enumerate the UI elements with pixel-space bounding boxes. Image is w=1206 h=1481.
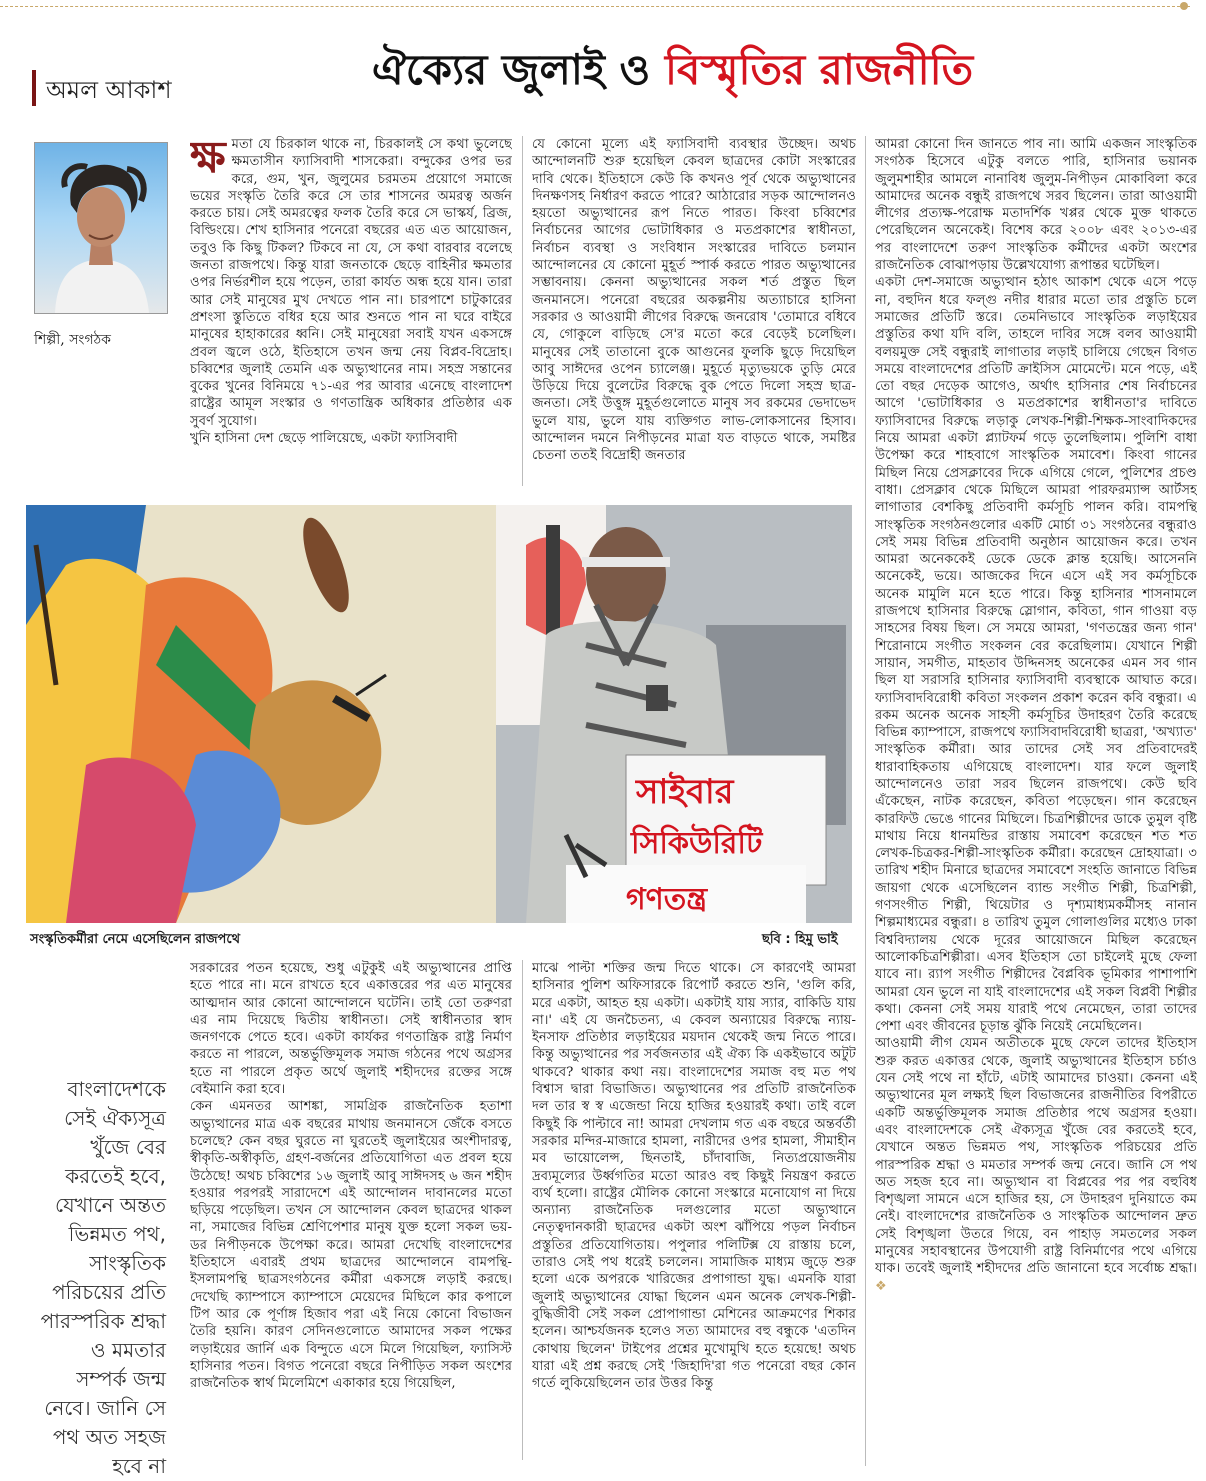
column-divider [522,960,523,1460]
author-role: শিল্পী, সংগঠক [34,332,111,348]
top-ornament-dot [1180,2,1188,10]
feature-photo-illustration [26,505,852,923]
pull-quote: বাংলাদেশকে সেই ঐক্যসূত্র খুঁজে বের করতেই হবে, যেখানে অন্তত ভিন্নমত পথ, সাংস্কৃতিক পরিচয়ের প্রতি পারস্পরিক শ্রদ্ধা ও মমতার সম্পর্ক জন্ম নেবে। জানি সে পথ অত সহজ হবে না [40,1077,166,1478]
column-divider [522,136,523,486]
photo-caption: সংস্কৃতিকর্মীরা নেমে এসেছিলেন রাজপথে [30,932,241,947]
paragraph: মাঝে পাল্টা শক্তির জন্ম দিতে থাকে। সে কারণেই আমরা হাসিনার পুলিশ অফিসারকে রিপোর্ট করতে শুনি, 'গুলি করি, মরে একটা, আহত হয় একটা। একটাই যায় স্যার, বাকিডি যায় না।' এই যে জনচৈতন্য, এ কেবল অন্যায়ের বিরুদ্ধে ন্যায়-ইনসাফ প্রতিষ্ঠার লড়াইয়ের ময়দান থেকেই জন্ম নিতে পারে। কিন্তু অভ্যুত্থানের পর সর্বজনতার এই ঐক্য কি একইভাবে অটুট থাকবে? থাকার কথা নয়। বাংলাদেশের সমাজ বহু মত পথ বিশ্বাস দ্বারা বিভাজিত। অভ্যুত্থানের পর প্রতিটি রাজনৈতিক দল তার স্ব স্ব এজেন্ডা নিয়ে হাজির হওয়ারই কথা। তাই বলে কিছুই কি পাল্টাবে না! আমরা দেখলাম গত এক বছরে অন্তর্বর্তী সরকার মন্দির-মাজারে হামলা, নারীদের ওপর হামলা, সীমাহীন মব ভায়োলেন্স, ছিনতাই, চাঁদাবাজি, নিত্যপ্রয়োজনীয় দ্রব্যমূল্যের উর্ধ্বগতির মতো আরও বহু কিছুই নিয়ন্ত্রণ করতে ব্যর্থ হলো। রাষ্ট্রের মৌলিক কোনো সংস্কারে মনোযোগ না দিয়ে অন্যান্য রাজনৈতিক দলগুলোর মতো অভ্যুত্থানে নেতৃত্বদানকারী ছাত্রদের একটা অংশ ঝাঁপিয়ে পড়ল নির্বাচন প্রস্তুতির প্রতিযোগিতায়। পপুলার পলিটিক্স যে রাস্তায় চলে, তারাও সেই পথ ধরেই চললেন। সামাজিক মাধ্যম জুড়ে শুরু হলো একে অপরকে খারিজের প্রপাগান্ডা যুদ্ধ। এমনকি যারা জুলাই অভ্যুত্থানের যোদ্ধা ছিলেন এমন অনেক লেখক-শিল্পী-বুদ্ধিজীবী সেই সকল প্রোপাগান্ডা মেশিনের আক্রমণের শিকার হলেন। আশ্চর্যজনক হলেও সত্য আমাদের বহু বন্ধুকে 'এতদিন কোথায় ছিলেন' টাইপের প্রশ্নের মুখোমুখি হতে হয়েছে! অথচ যারা এই প্রশ্ন করছে সেই 'জিহাদি'রা গত পনেরো বছর কোন গর্তে লুকিয়েছিলেন তার উত্তর কিন্তু [532,961,856,1392]
protest-sign-text-2: সিকিউরিটি [631,826,763,861]
protest-sign-text-1: সাইবার [636,772,734,812]
drop-cap: ক্ষ [190,136,226,183]
headline [372,36,1192,104]
author-photo [34,142,168,314]
column-divider [865,136,866,1466]
photo-credit: ছবি : হিমু ভাই [762,932,838,947]
headline-part-2: বিস্মৃতির রাজনীতি [664,45,974,94]
paragraph [875,1035,1197,1294]
paragraph: খুনি হাসিনা দেশ ছেড়ে পালিয়েছে, একটা ফ্যাসিবাদী [190,431,458,447]
byline-accent-bar [32,70,36,106]
protest-sign-text-3: গণতন্ত্র [626,882,708,917]
byline: অমল আকাশ [46,76,172,104]
end-mark-icon: ❖ [875,1278,887,1294]
headline-part-1: ঐক্যের জুলাই ও [372,45,651,94]
top-dashed-rule [0,6,1190,7]
article-column-1 [190,136,512,486]
paragraph: কেন এমনতর আশঙ্কা, সামগ্রিক রাজনৈতিক হতাশা অভ্যুত্থানের মাত্র এক বছরের মাথায় জনমানসে জেঁকে বসতে চলেছে? কেন বছর ঘুরতে না ঘুরতেই জুলাইয়ের অংশীদারত্ব, স্বীকৃতি-অস্বীকৃতি, গ্রহণ-বর্জনের প্রতিযোগিতা এত প্রবল হয়ে উঠেছে! অথচ চব্বিশের ১৬ জুলাই আবু সাঈদসহ ৬ জন শহীদ হওয়ার পরপরই সারাদেশে এই আন্দোলন দাবানলের মতো ছড়িয়ে পড়েছিল। তখন সে আন্দোলন কেবল ছাত্রদের থাকল না, সমাজের বিভিন্ন শ্রেণিপেশার মানুষ যুক্ত হলো সকল ভয়-ডর নিপীড়নকে উপেক্ষা করে। আমরা দেখেছি বাংলাদেশের ইতিহাসে এবারই প্রথম ছাত্রদের আন্দোলনে বামপন্থি-ইসলামপন্থি ছাত্রসংগঠনের কর্মীরা একসঙ্গে লড়াই করছে। দেখেছি ক্যাম্পাসে ক্যাম্পাসে মেয়েদের মিছিলে কার কপালে টিপ আর কে পূর্ণাঙ্গ হিজাব পরা এই নিয়ে কোনো বিভাজন তৈরি হয়নি। কারণ সেদিনগুলোতে আমাদের সকল পক্ষের লড়াইয়ের জার্নি এক বিন্দুতে এসে মিলে গিয়েছিল, ফ্যাসিস্ট হাসিনার পতন। বিগত পনেরো বছরে নিপীড়িত সকল অংশের রাজনৈতিক স্বার্থ মিলেমিশে একাকার হয়ে গিয়েছিল, [190,1099,512,1392]
article-column-5 [532,960,856,1460]
paragraph: মতা যে চিরকাল থাকে না, চিরকালই সে কথা ভুলেছে ক্ষমতাসীন ফ্যাসিবাদী শাসকেরা। বন্দুকের ওপর ভর করে, গুম, খুন, জুলুমের চরমতম প্রয়োগে সমাজে ভয়ের সংস্কৃতি তৈরি করে সে তার শাসনের অমরত্ব অর্জন করতে চায়। সেই অমরত্বের ফলক তৈরি করে সে ভাস্কর্য, ব্রিজ, বিল্ডিংয়ে। শেখ হাসিনার পনেরো বছরের এত এত আয়োজন, তবুও কি কিছু টিকল? টিকবে না যে, সে কথা বারবার বলেছে জনতা রাজপথে। কিন্তু যারা জনতাকে ছেড়ে বাহিনীর ক্ষমতার ওপর নির্ভরশীল হয়ে পড়েন, তারা কার্যত অন্ধ হয়ে যান। তারা আর সেই মানুষের মুখ দেখতে পান না। চারপাশে চাটুকারের প্রশংসা স্তুতিতে বধির হয়ে আর শুনতে পান না ঘরে বাইরে মানুষের হাহাকারের ধ্বনি। সেই মানুষেরা সবাই যখন একসঙ্গে প্রবল জ্বলে ওঠে, ইতিহাসে তখন জন্ম নেয় বিপ্লব-বিদ্রোহ। চব্বিশের জুলাই তেমনি এক অভ্যুত্থানের নাম। সহস্র সন্তানের বুকের খুনের বিনিময়ে ৭১-এর পর আবার এনেছে বাংলাদেশ রাষ্ট্রের আমূল সংস্কার ও গণতান্ত্রিক অধিকার প্রতিষ্ঠার এক সুবর্ণ সুযোগ। [190,137,512,429]
feature-photo [26,505,852,923]
paragraph-text: আওয়ামী লীগ যেমন অতীতকে মুছে ফেলে তাদের ইতিহাস শুরু করত একাত্তর থেকে, জুলাই অভ্যুত্থানের ইতিহাস চর্চাও যেন সেই পথে না হাঁটে, এটাই আমাদের চাওয়া। কেননা এই অভ্যুত্থানের মূল লক্ষ্যই ছিল বিভাজনের রাজনীতির বিপরীতে একটি অন্তর্ভুক্তিমূলক সমাজ প্রতিষ্ঠার পথে অগ্রসর হওয়া। এবং বাংলাদেশকে সেই ঐক্যসূত্র খুঁজে বের করতেই হবে, যেখানে অন্তত ভিন্নমত পথ, সাংস্কৃতিক পরিচয়ের প্রতি পারস্পরিক শ্রদ্ধা ও মমতার সম্পর্ক জন্ম নেবে। জানি সে পথ অত সহজ হবে না। অভ্যুত্থান বা বিপ্লবের পর পর বহুবিধ বিশৃঙ্খলা সামনে এসে হাজির হয়, সে উদাহরণ দুনিয়াতে কম নেই। বাংলাদেশের রাজনৈতিক ও সাংস্কৃতিক আন্দোলন দ্রুত সেই বিশৃঙ্খলা উতরে গিয়ে, বন পাহাড় সমতলের সকল মানুষের সহাবস্থানের উপযোগী রাষ্ট্র বিনির্মাণের পথে এগিয়ে যাক। তবেই জুলাই শহীদদের প্রতি জানানো হবে সর্বোচ্চ শ্রদ্ধা। [875,1036,1197,1277]
article-column-2 [532,136,856,486]
article-column-4 [190,960,512,1460]
author-portrait-illustration [35,143,167,313]
paragraph: সরকারের পতন হয়েছে, শুধু এটুকুই এই অভ্যুত্থানের প্রাপ্তি হতে পারে না। মনে রাখতে হবে একাত্তরের পর এত মানুষের আত্মদান আর কোনো আন্দোলনে ঘটেনি। তাই তো তরুণরা এর নাম দিয়েছে দ্বিতীয় স্বাধীনতা। সেই স্বাধীনতার স্বাদ জনগণকে পেতে হবে। একটা কার্যকর গণতান্ত্রিক রাষ্ট্র নির্মাণ করতে না পারলে, অন্তর্ভুক্তিমূলক সমাজ গঠনের পথে অগ্রসর হতে না পারলে প্রকৃত অর্থে জুলাই শহীদদের রক্তের সঙ্গে বেইমানি করা হবে। [190,961,512,1098]
article-column-3 [875,136,1197,1466]
paragraph: যে কোনো মূল্যে এই ফ্যাসিবাদী ব্যবস্থার উচ্ছেদ। অথচ আন্দোলনটি শুরু হয়েছিল কেবল ছাত্রদের কোটা সংস্কারের দাবি থেকে। ইতিহাসে কেউ কি কখনও পূর্ব থেকে অভ্যুত্থানের দিনক্ষণসহ নির্ধারণ করতে পারে? আঠারোর সড়ক আন্দোলনও হয়তো অভ্যুত্থানের রূপ নিতে পারত। কিংবা চব্বিশের নির্বাচনের আগের ভোটাধিকার ও মতপ্রকাশের স্বাধীনতা, নির্বাচন ব্যবস্থা ও সংবিধান সংস্কারের দাবিতে চলমান আন্দোলনের যে কোনো মুহূর্ত স্পার্ক করতে পারত অভ্যুত্থানের সম্ভাবনায়। কেননা অভ্যুত্থানের সকল শর্ত প্রস্তুত ছিল জনমানসে। পনেরো বছরের অকল্পনীয় অত্যাচারে হাসিনা সরকার ও আওয়ামী লীগের বিরুদ্ধে জনরোষ 'তোমারে বধিবে যে, গোকুলে বাড়িছে সে'র মতো করে বেড়েই চলেছিল। মানুষের সেই তাতানো বুকে আগুনের ফুলকি ছুড়ে দিয়েছিল আবু সাঈদের ওপেন চ্যালেঞ্জ। মুহূর্তে মৃত্যুভয়কে তুড়ি মেরে উড়িয়ে দিয়ে বুলেটের বিরুদ্ধে বুক পেতে দিলো সহস্র ছাত্র-জনতা। সেই উত্তুঙ্গ মুহূর্তগুলোতে মানুষ সব রকমের ভেদাভেদ ভুলে যায়, ভুলে যায় ব্যক্তিগত লাভ-লোকসানের হিসাব। আন্দোলন দমনে নিপীড়নের মাত্রা যত বাড়তে থাকে, সমষ্টির চেতনা ততই বিদ্রোহী জনতার [532,137,856,464]
paragraph: আমরা কোনো দিন জানতে পাব না। আমি একজন সাংস্কৃতিক সংগঠক হিসেবে এটুকু বলতে পারি, হাসিনার ভয়ানক জুলুমশাহীর আমলে নানাবিধ জুলুম-নিপীড়ন মোকাবিলা করে আমাদের অনেক বন্ধুই রাজপথে সরব ছিলেন। তারা আওয়ামী লীগের প্রত্যক্ষ-পরোক্ষ মতাদর্শিক খপ্পর থেকে মুক্ত থাকতে পেরেছিলেন অনেকেই। বিশেষ করে ২০০৮ এবং ২০১৩-এর পর বাংলাদেশে তরুণ সাংস্কৃতিক কর্মীদের একটা অংশের রাজনৈতিক বোঝাপড়ায় উল্লেখযোগ্য রূপান্তর ঘটেছিল। [875,137,1197,274]
paragraph: একটা দেশ-সমাজে অভ্যুত্থান হঠাৎ আকাশ থেকে এসে পড়ে না, বহুদিন ধরে ফল্গু নদীর ধারার মতো তার প্রস্তুতি চলে সমাজের প্রতিটি স্তরে। তেমনিভাবে সাংস্কৃতিক লড়াইয়ের প্রস্তুতির কথা যদি বলি, তাহলে দাবির সঙ্গে বলব আওয়ামী বলয়মুক্ত সেই বন্ধুরাই লাগাতার লড়াই চালিয়ে গেছেন বিগত সময়ে বাংলাদেশের প্রতিটি ক্রাইসিস মোমেন্টে। মনে পড়ে, এই তো বছর দেড়েক আগেও, অর্থাৎ হাসিনার শেষ নির্বাচনের আগে 'ভোটাধিকার ও মতপ্রকাশের স্বাধীনতা'র দাবিতে ফ্যাসিবাদের বিরুদ্ধে লড়াকু লেখক-শিল্পী-শিক্ষক-সাংবাদিকদের নিয়ে আমরা একটা প্ল্যাটফর্ম গড়ে তুলেছিলাম। পুলিশি বাধা উপেক্ষা করে শাহবাগে সাংস্কৃতিক সমাবেশ। কিংবা গানের মিছিল নিয়ে প্রেসক্লাবের দিকে এগিয়ে গেলে, পুলিশের প্রচণ্ড বাধা। প্রেসক্লাব থেকে মিছিলে আমরা পারফরম্যান্স আর্টসহ লাগাতার বেশকিছু প্রতিবাদী কর্মসূচি পালন করি। বামপন্থি সাংস্কৃতিক সংগঠনগুলোর একটি মোর্চা ৩১ সংগঠনের বন্ধুরাও সেই সময় বিভিন্ন প্রতিবাদী অনুষ্ঠান আয়োজন করে। তখন আমরা অনেককেই ডেকে ডেকে ক্লান্ত হয়েছি। আসেননি অনেকেই, ভয়ে। আজকের দিনে এসে এই সব কর্মসূচিকে অনেক মামুলি মনে হতে পারে। কিন্তু হাসিনার শাসনামলে রাজপথে হাসিনার বিরুদ্ধে স্লোগান, কবিতা, গান গাওয়া বড় সাহসের বিষয় ছিল। সে সময়ে আমরা, 'গণতন্ত্রের জন্য গান' শিরোনামে সংগীত সংকলন বের করেছিলাম। যেখানে শিল্পী সায়ান, সমগীত, মাহতাব উদ্দিনসহ অনেকের এমন সব গান ছিল যা সরাসরি হাসিনার ফ্যাসিবাদী ব্যবস্থাকে আঘাত করে। ফ্যাসিবাদবিরোধী কবিতা সংকলন প্রকাশ করেন কবি বন্ধুরা। এ রকম অনেক অনেক সাহসী কর্মসূচির উদাহরণ তৈরি করেছে বিভিন্ন ক্যাম্পাসে, রাজপথে ফ্যাসিবাদবিরোধী ছাত্ররা, 'অখ্যাত' সাংস্কৃতিক কর্মীরা। আর তাদের সেই সব প্রতিবাদেরই ধারাবাহিকতায় এগিয়েছে বাংলাদেশ। যার ফলে জুলাই আন্দোলনেও তারা সরব ছিলেন রাজপথে। কেউ ছবি এঁকেছেন, নাটক করেছেন, কবিতা পড়েছেন। গান করেছেন কারফিউ ভেঙে গানের মিছিলে। চিত্রশিল্পীদের ডাকে তুমুল বৃষ্টি মাথায় নিয়ে ধানমন্ডির রাস্তায় সমাবেশ করেছেন শত শত লেখক-চিত্রকর-শিল্পী-সাংস্কৃতিক কর্মীরা। করেছেন দ্রোহযাত্রা। ৩ তারিখ শহীদ মিনারে ছাত্রদের সমাবেশে সংহতি জানাতে বিভিন্ন জায়গা থেকে এসেছিলেন ব্যান্ড সংগীত শিল্পী, চিত্রশিল্পী, গণসংগীত শিল্পী, থিয়েটার ও দৃশ্যমাধ্যমকর্মীসহ নানান শিল্পমাধ্যমের বন্ধুরা। ৪ তারিখ তুমুল গোলাগুলির মধ্যেও ঢাকা বিশ্ববিদ্যালয় থেকে দূরের আয়োজনে মিছিল করেছেন আলোকচিত্রশিল্পীরা। এসব ইতিহাস তো চাইলেই মুছে ফেলা যাবে না। র‍্যাপ সংগীত শিল্পীদের বৈপ্লবিক ভূমিকার পাশাপাশি আমরা যেন ভুলে না যাই বাংলাদেশের এই সকল বিপ্লবী শিল্পীর কথা। কেননা সেই সময় যারাই পথে নেমেছেন, তারা তাদের পেশা এবং জীবনের চূড়ান্ত ঝুঁকি নিয়েই নেমেছিলেন। [875,275,1197,1035]
